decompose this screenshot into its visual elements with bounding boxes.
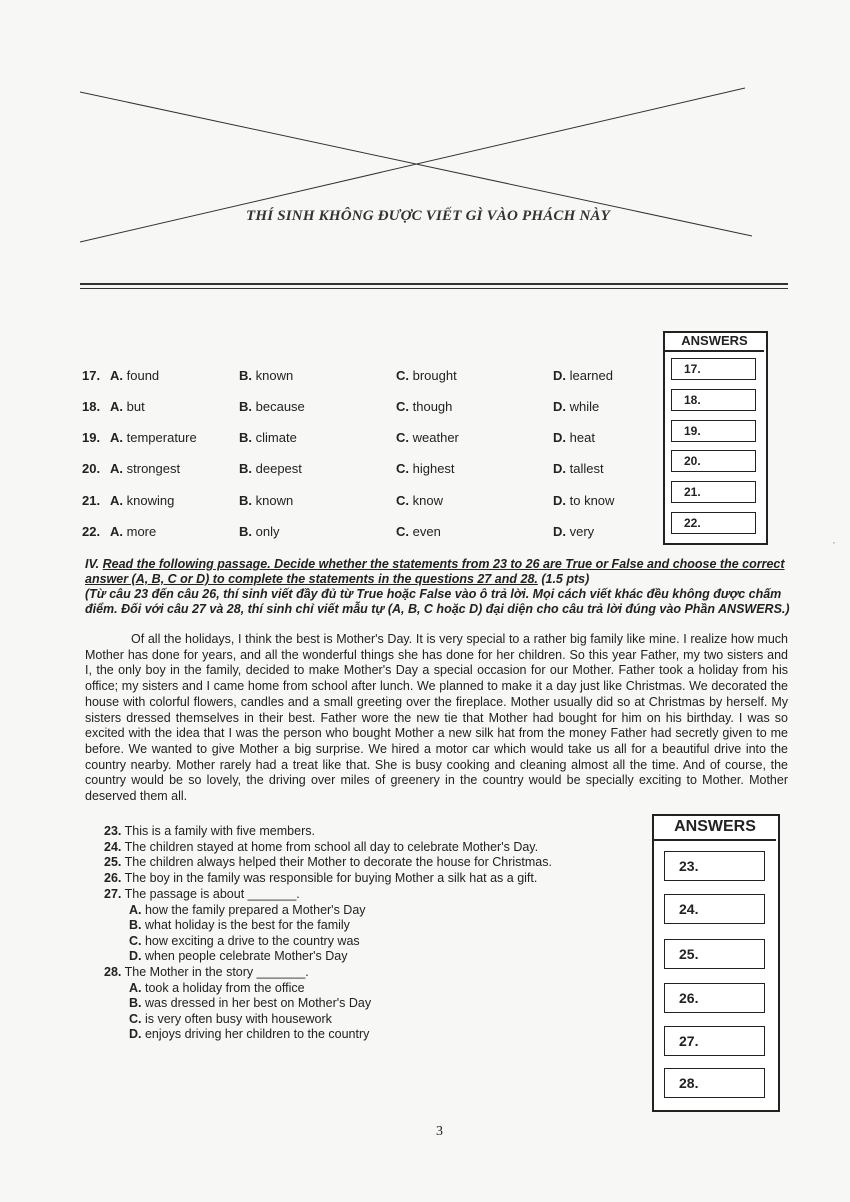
answer-cell-25[interactable]: 25. bbox=[664, 939, 765, 969]
answer-cell-21[interactable]: 21. bbox=[671, 481, 756, 503]
option-text: brought bbox=[412, 368, 457, 383]
option-letter: B. bbox=[239, 461, 252, 476]
option-letter: C. bbox=[129, 934, 142, 948]
option-letter: B. bbox=[239, 493, 252, 508]
question-number-17: 17. bbox=[82, 368, 101, 383]
option-letter: B. bbox=[239, 524, 252, 539]
option-c-19 bbox=[396, 430, 459, 445]
option-letter: A. bbox=[110, 461, 123, 476]
option-c-22 bbox=[396, 524, 441, 539]
option-text: but bbox=[126, 399, 145, 414]
question-27 bbox=[104, 887, 300, 901]
option-b-22 bbox=[239, 524, 279, 539]
option-text: though bbox=[412, 399, 453, 414]
points: (1.5 pts) bbox=[537, 572, 590, 586]
option-text: more bbox=[126, 524, 157, 539]
option-text: found bbox=[126, 368, 160, 383]
option-text: took a holiday from the office bbox=[141, 981, 305, 995]
option-letter: D. bbox=[553, 399, 566, 414]
question-number-22: 22. bbox=[82, 524, 101, 539]
statement-25 bbox=[104, 855, 552, 869]
option-letter: C. bbox=[396, 524, 409, 539]
option-letter: A. bbox=[110, 399, 123, 414]
option-b-17 bbox=[239, 368, 293, 383]
option-letter: D. bbox=[553, 430, 566, 445]
option-c-20 bbox=[396, 461, 455, 476]
option-letter: B. bbox=[239, 430, 252, 445]
answer-cell-22[interactable]: 22. bbox=[671, 512, 756, 534]
statement-text: The children always helped their Mother to decorate the house for Christmas. bbox=[121, 855, 552, 869]
no-writing-banner: THÍ SINH KHÔNG ĐƯỢC VIẾT GÌ VÀO PHÁCH NÀY bbox=[246, 208, 611, 224]
option-letter: C. bbox=[396, 368, 409, 383]
question-28 bbox=[104, 965, 309, 979]
option-text: known bbox=[255, 368, 294, 383]
question-number: 28. bbox=[104, 965, 122, 979]
option-d-17 bbox=[553, 368, 613, 383]
option-text: is very often busy with housework bbox=[141, 1012, 332, 1026]
statement-number: 26. bbox=[104, 871, 122, 885]
statement-number: 24. bbox=[104, 840, 122, 854]
reading-passage: Of all the holidays, I think the best is Mother's Day. It is very special to a rather big family like mine. I realize how much Mother has done for years, and all the wonderful things she has done for her children. So this year Father, my two sisters and I, the only boy in the family, decided to make Mother's Day a special occasion for our Mother. Father took a holiday from his office; my sisters and I came home from school after lunch. We planned to make it a day just like Christmas. We decorated the house with colorful flowers, candles and a small greeting over the fireplace. Mother usually did so at Christmas by herself. My sisters dressed themselves in their best. Father wore the new tie that Mother had bought for him on his birthday. I was so excited with the idea that I was the person who bought Mother a new silk hat from the money Father had secretly given to me before. We wanted to give Mother a big surprise. We hired a motor car which would take us all for a beautiful drive into the country nearby. Mother rarely had a treat like that. She is busy cooking and cleaning almost all the time. And of course, the country would be so lovely, the driving over miles of greenery in the country would be specially exciting to Mother. Mother deserved them all. bbox=[85, 632, 788, 804]
instruction-vietnamese: (Từ câu 23 đến câu 26, thí sinh viết đầy đủ từ True hoặc False vào ô trả lời. Mọi cách viết khác đều không được chấm điểm. Đối với câu 27 và 28, thí sinh chỉ viết mẫu tự (A, B, C hoặc D) đại diện cho câu trả lời đúng vào Phần ANSWERS.) bbox=[85, 587, 790, 616]
option-text: knowing bbox=[126, 493, 175, 508]
statement-number: 23. bbox=[104, 824, 122, 838]
option-text: enjoys driving her children to the country bbox=[141, 1027, 370, 1041]
option-letter: B. bbox=[239, 368, 252, 383]
answers-title-bottom: ANSWERS bbox=[654, 818, 776, 841]
option-a-22 bbox=[110, 524, 156, 539]
answer-cell-18[interactable]: 18. bbox=[671, 389, 756, 411]
page-number: 3 bbox=[436, 1124, 443, 1139]
option-letter: A. bbox=[110, 493, 123, 508]
option-text: highest bbox=[412, 461, 455, 476]
option-letter: A. bbox=[129, 903, 142, 917]
q28-option-c bbox=[129, 1012, 332, 1026]
statement-23 bbox=[104, 824, 315, 838]
divider-thick bbox=[80, 283, 788, 285]
answer-cell-23[interactable]: 23. bbox=[664, 851, 765, 881]
q27-option-c bbox=[129, 934, 360, 948]
statement-text: The boy in the family was responsible for buying Mother a silk hat as a gift. bbox=[121, 871, 538, 885]
option-a-17 bbox=[110, 368, 159, 383]
option-letter: C. bbox=[396, 430, 409, 445]
option-letter: D. bbox=[553, 493, 566, 508]
option-letter: D. bbox=[129, 949, 142, 963]
answer-cell-26[interactable]: 26. bbox=[664, 983, 765, 1013]
option-letter: B. bbox=[129, 918, 142, 932]
option-d-18 bbox=[553, 399, 599, 414]
option-text: weather bbox=[412, 430, 459, 445]
option-d-22 bbox=[553, 524, 594, 539]
option-a-20 bbox=[110, 461, 180, 476]
q27-option-a bbox=[129, 903, 366, 917]
option-letter: C. bbox=[396, 493, 409, 508]
option-text: very bbox=[569, 524, 595, 539]
option-d-21 bbox=[553, 493, 614, 508]
option-letter: A. bbox=[110, 368, 123, 383]
option-c-17 bbox=[396, 368, 457, 383]
option-text: only bbox=[255, 524, 280, 539]
option-letter: B. bbox=[239, 399, 252, 414]
option-d-19 bbox=[553, 430, 595, 445]
question-stem: The Mother in the story _______. bbox=[121, 965, 309, 979]
option-letter: B. bbox=[129, 996, 142, 1010]
option-d-20 bbox=[553, 461, 604, 476]
answers-title-top: ANSWERS bbox=[665, 333, 764, 352]
question-stem: The passage is about _______. bbox=[121, 887, 300, 901]
option-text: when people celebrate Mother's Day bbox=[141, 949, 348, 963]
q28-option-b bbox=[129, 996, 371, 1010]
section-roman: IV. bbox=[85, 557, 100, 571]
option-text: temperature bbox=[126, 430, 197, 445]
option-a-19 bbox=[110, 430, 197, 445]
option-letter: C. bbox=[396, 399, 409, 414]
question-number-21: 21. bbox=[82, 493, 101, 508]
statement-text: This is a family with five members. bbox=[121, 824, 315, 838]
option-c-21 bbox=[396, 493, 443, 508]
option-text: known bbox=[255, 493, 294, 508]
q27-option-b bbox=[129, 918, 350, 932]
answer-cell-28[interactable]: 28. bbox=[664, 1068, 765, 1098]
option-text: to know bbox=[569, 493, 615, 508]
q28-option-a bbox=[129, 981, 305, 995]
option-letter: D. bbox=[553, 461, 566, 476]
question-number-20: 20. bbox=[82, 461, 101, 476]
option-letter: D. bbox=[129, 1027, 142, 1041]
option-text: what holiday is the best for the family bbox=[141, 918, 350, 932]
question-number-19: 19. bbox=[82, 430, 101, 445]
option-text: because bbox=[255, 399, 305, 414]
option-letter: C. bbox=[129, 1012, 142, 1026]
option-letter: C. bbox=[396, 461, 409, 476]
option-letter: A. bbox=[129, 981, 142, 995]
option-text: deepest bbox=[255, 461, 302, 476]
option-text: how the family prepared a Mother's Day bbox=[141, 903, 366, 917]
option-text: know bbox=[412, 493, 443, 508]
option-text: even bbox=[412, 524, 441, 539]
red-stamp-fragment: · bbox=[832, 535, 836, 549]
answer-cell-17[interactable]: 17. bbox=[671, 358, 756, 380]
answer-cell-27[interactable]: 27. bbox=[664, 1026, 765, 1056]
option-text: while bbox=[569, 399, 600, 414]
option-text: how exciting a drive to the country was bbox=[141, 934, 360, 948]
option-b-20 bbox=[239, 461, 302, 476]
q28-option-d bbox=[129, 1027, 369, 1041]
q27-option-d bbox=[129, 949, 347, 963]
option-text: climate bbox=[255, 430, 297, 445]
option-text: heat bbox=[569, 430, 595, 445]
option-c-18 bbox=[396, 399, 452, 414]
option-text: strongest bbox=[126, 461, 181, 476]
option-text: tallest bbox=[569, 461, 604, 476]
cross-out-lines bbox=[0, 0, 850, 320]
statement-number: 25. bbox=[104, 855, 122, 869]
section-iv-instruction bbox=[85, 557, 790, 587]
option-a-21 bbox=[110, 493, 174, 508]
statement-text: The children stayed at home from school all day to celebrate Mother's Day. bbox=[121, 840, 539, 854]
instruction-english: Read the following passage. Decide whether the statements from 23 to 26 are True or False and choose the correct answer (A, B, C or D) to complete the statements in the questions 27 and 28. bbox=[85, 557, 785, 586]
option-letter: D. bbox=[553, 524, 566, 539]
answer-cell-20[interactable]: 20. bbox=[671, 450, 756, 472]
option-text: learned bbox=[569, 368, 613, 383]
question-number-18: 18. bbox=[82, 399, 101, 414]
option-letter: A. bbox=[110, 430, 123, 445]
statement-26 bbox=[104, 871, 537, 885]
option-letter: D. bbox=[553, 368, 566, 383]
option-letter: A. bbox=[110, 524, 123, 539]
answer-cell-19[interactable]: 19. bbox=[671, 420, 756, 442]
statement-24 bbox=[104, 840, 538, 854]
option-b-18 bbox=[239, 399, 305, 414]
option-text: was dressed in her best on Mother's Day bbox=[141, 996, 372, 1010]
option-b-19 bbox=[239, 430, 297, 445]
divider-thin bbox=[80, 288, 788, 289]
answer-cell-24[interactable]: 24. bbox=[664, 894, 765, 924]
option-a-18 bbox=[110, 399, 145, 414]
question-number: 27. bbox=[104, 887, 122, 901]
option-b-21 bbox=[239, 493, 293, 508]
